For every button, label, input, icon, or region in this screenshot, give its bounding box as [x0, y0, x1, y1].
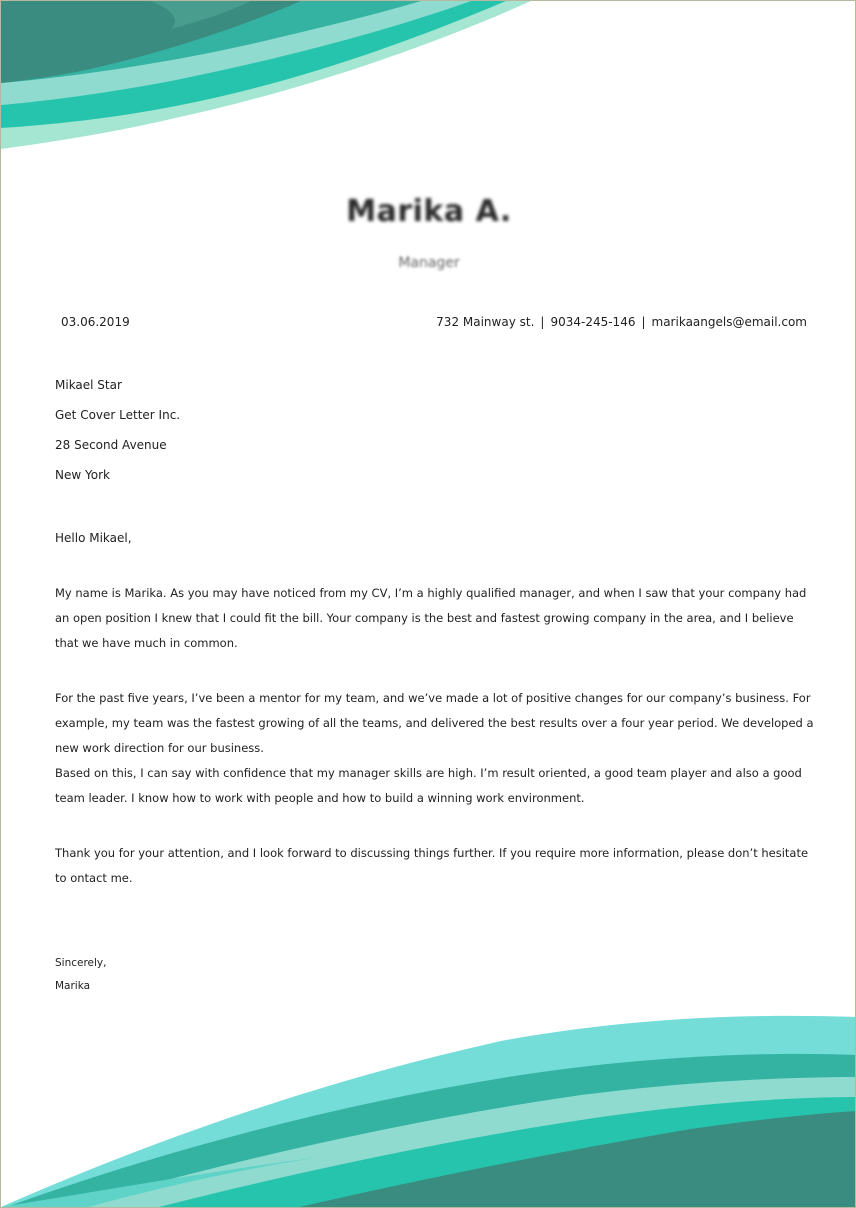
sender-address: 732 Mainway st. [436, 315, 535, 329]
body-paragraph: Based on this, I can say with confidence that my manager skills are high. I’m result oriented, a good team player and also a good team leader. I know how to work with people and how to build a winning work environment. [55, 766, 802, 805]
recipient-street: 28 Second Avenue [55, 438, 167, 452]
contact-row [61, 315, 807, 329]
body-paragraph-group [55, 686, 815, 811]
sender-email: marikaangels@email.com [651, 315, 807, 329]
recipient-name: Mikael Star [55, 378, 122, 392]
sender-phone: 9034-245-146 [550, 315, 636, 329]
bottom-wave-decoration [1, 1011, 856, 1208]
letter-date: 03.06.2019 [61, 315, 130, 329]
separator: | [641, 315, 646, 329]
body-paragraph: For the past five years, I’ve been a mentor for my team, and we’ve made a lot of positive changes for our company’s business. For example, my team was the fastest growing of all the teams, and delivered the best results over a four year period. We developed a new work direction for our business. [55, 691, 814, 755]
sender-name: Marika A. [346, 194, 512, 229]
separator: | [540, 315, 545, 329]
body-paragraph: My name is Marika. As you may have noticed from my CV, I’m a highly qualified manager, and when I saw that your company had an open position I knew that I could fit the bill. Your company is the best and fastest growing company in the area, and I believe that we have much in common. [55, 586, 807, 650]
closing-block [55, 952, 107, 998]
salutation: Hello Mikael, [55, 531, 132, 545]
body-paragraph: Thank you for your attention, and I look forward to discussing things further. If you require more information, please don’t hesitate to ontact me. [55, 846, 809, 885]
closing-signature: Marika [55, 980, 91, 992]
contact-details [436, 315, 807, 329]
top-wave-decoration [1, 1, 856, 161]
recipient-block [55, 377, 180, 497]
recipient-company: Get Cover Letter Inc. [55, 408, 181, 422]
sender-title: Manager [398, 255, 460, 271]
closing-signoff: Sincerely, [55, 957, 107, 969]
recipient-city: New York [55, 468, 110, 482]
